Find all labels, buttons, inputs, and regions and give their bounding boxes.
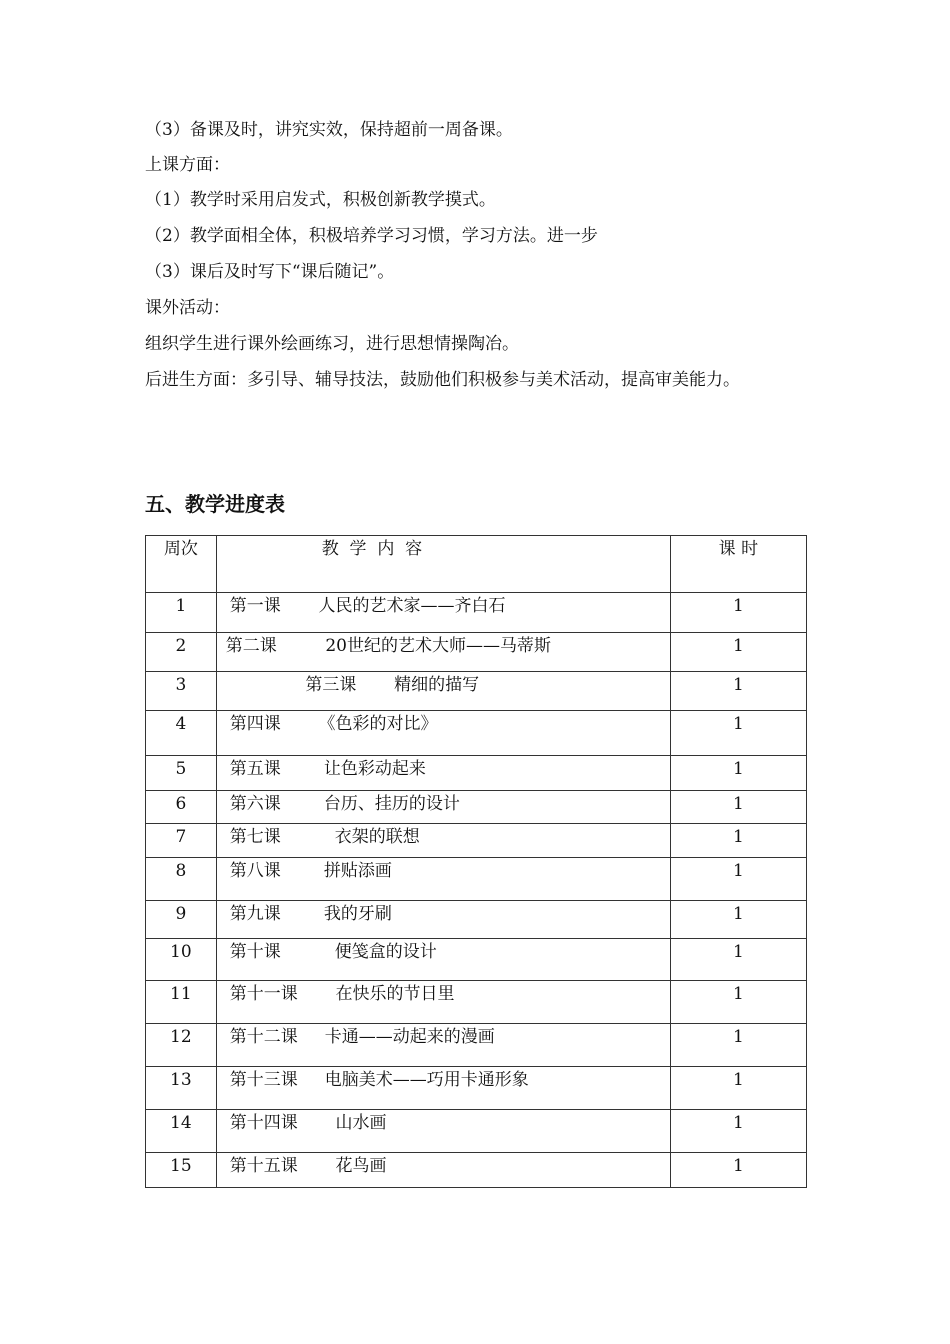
week-cell: 12	[170, 1027, 192, 1047]
content-cell: 第七课 衣架的联想	[229, 827, 420, 847]
hours-cell: 1	[732, 1113, 744, 1133]
week-cell: 1	[175, 596, 187, 616]
week-cell: 6	[175, 794, 187, 814]
section-heading: 五、教学进度表	[145, 492, 285, 516]
header-content: 教 学 内 容	[216, 536, 670, 593]
hours-cell: 1	[732, 827, 744, 847]
table-row	[146, 791, 807, 824]
table-row	[146, 939, 807, 981]
week-cell: 5	[175, 759, 187, 779]
content-cell: 第四课 《色彩的对比》	[229, 714, 438, 734]
table-row	[146, 593, 807, 633]
hours-cell: 1	[732, 636, 744, 656]
week-cell: 3	[175, 675, 187, 695]
content-cell: 第十五课 花鸟画	[229, 1156, 387, 1176]
table-row	[146, 633, 807, 672]
content-cell: 第九课 我的牙刷	[229, 904, 392, 924]
table-row	[146, 858, 807, 901]
content-cell: 第一课 人民的艺术家——齐白石	[229, 596, 506, 616]
hours-cell: 1	[732, 1070, 744, 1090]
table-row	[146, 1110, 807, 1153]
week-cell: 15	[170, 1156, 192, 1176]
paragraph-line: （3）课后及时写下“课后随记”。	[145, 262, 395, 282]
content-cell: 第二课 20世纪的艺术大师——马蒂斯	[225, 636, 551, 656]
header-week: 周次	[146, 536, 217, 593]
hours-cell: 1	[732, 794, 744, 814]
table-row	[146, 711, 807, 756]
content-cell: 第十课 便笺盒的设计	[229, 942, 437, 962]
hours-cell: 1	[732, 1156, 744, 1176]
content-cell: 第十三课 电脑美术——巧用卡通形象	[229, 1070, 529, 1090]
table-row	[146, 981, 807, 1024]
content-cell: 第八课 拼贴添画	[229, 861, 392, 881]
hours-cell: 1	[732, 714, 744, 734]
hours-cell: 1	[732, 596, 744, 616]
hours-cell: 1	[732, 904, 744, 924]
header-hours: 课 时	[670, 536, 806, 593]
week-cell: 8	[175, 861, 187, 881]
paragraph-line: （2）教学面相全体，积极培养学习习惯，学习方法。进一步	[145, 226, 598, 246]
table-header-row	[146, 536, 807, 593]
paragraph-line: （3）备课及时，讲究实效，保持超前一周备课。	[145, 120, 513, 140]
hours-cell: 1	[732, 942, 744, 962]
paragraph-line: 课外活动：	[145, 298, 230, 318]
paragraph-line: 后进生方面：多引导、辅导技法，鼓励他们积极参与美术活动，提高审美能力。	[145, 370, 740, 390]
paragraph-line: 组织学生进行课外绘画练习，进行思想情操陶冶。	[145, 334, 519, 354]
table-row	[146, 1153, 807, 1188]
week-cell: 7	[175, 827, 187, 847]
content-cell: 第十四课 山水画	[229, 1113, 387, 1133]
hours-cell: 1	[732, 861, 744, 881]
week-cell: 9	[175, 904, 187, 924]
week-cell: 10	[170, 942, 192, 962]
content-cell: 第六课 台历、挂历的设计	[229, 794, 460, 814]
week-cell: 4	[175, 714, 187, 734]
week-cell: 14	[170, 1113, 192, 1133]
table-row	[146, 824, 807, 858]
paragraph-line: （1）教学时采用启发式，积极创新教学摸式。	[145, 190, 496, 210]
content-cell: 第十二课 卡通——动起来的漫画	[229, 1027, 495, 1047]
hours-cell: 1	[732, 675, 744, 695]
week-cell: 2	[175, 636, 187, 656]
table-row	[146, 672, 807, 711]
table-row	[146, 1024, 807, 1067]
schedule-table	[145, 535, 807, 1188]
week-cell: 13	[170, 1070, 192, 1090]
content-cell: 第五课 让色彩动起来	[229, 759, 426, 779]
content-cell: 第十一课 在快乐的节日里	[229, 984, 455, 1004]
content-cell: 第三课 精细的描写	[229, 675, 480, 695]
hours-cell: 1	[732, 759, 744, 779]
hours-cell: 1	[732, 984, 744, 1004]
table-row	[146, 1067, 807, 1110]
table-row	[146, 756, 807, 791]
week-cell: 11	[170, 984, 192, 1004]
table-row	[146, 901, 807, 939]
hours-cell: 1	[732, 1027, 744, 1047]
paragraph-line: 上课方面：	[145, 155, 230, 175]
